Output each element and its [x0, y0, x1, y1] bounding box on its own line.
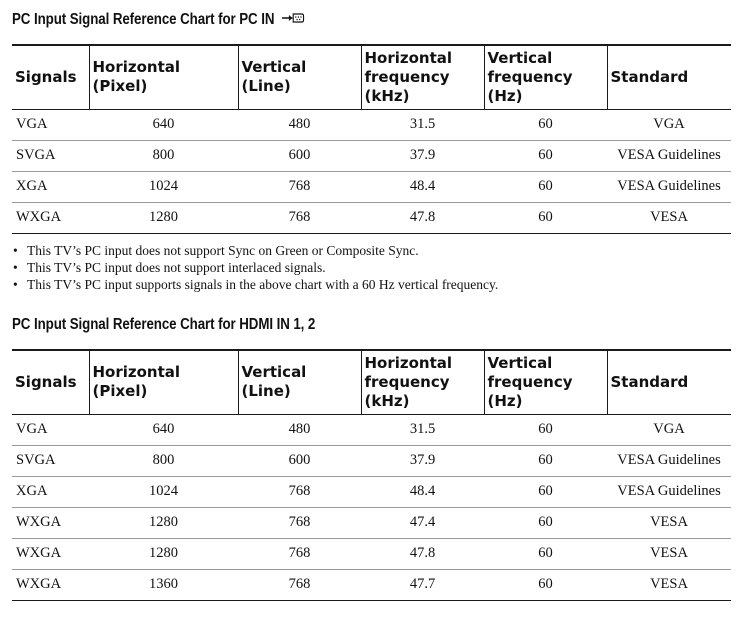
cell-standard: VGA [607, 109, 731, 140]
cell-vertical-frequency: 60 [484, 569, 607, 600]
cell-horizontal-pixel: 1280 [89, 538, 238, 569]
col-header-signals: Signals [15, 372, 77, 391]
cell-signal: WXGA [12, 507, 89, 538]
col-header-standard: Standard [607, 45, 731, 109]
table-row [12, 569, 731, 600]
table-row [12, 109, 731, 140]
col-header-vertical-line: Vertical (Line) [238, 45, 361, 109]
cell-horizontal-pixel: 640 [89, 109, 238, 140]
table-row [12, 140, 731, 171]
cell-signal: XGA [12, 171, 89, 202]
cell-horizontal-frequency: 37.9 [361, 445, 484, 476]
hdmi-signal-table [12, 349, 731, 601]
table-row [12, 414, 731, 445]
cell-signal: WXGA [12, 569, 89, 600]
cell-vertical-line: 768 [238, 202, 361, 233]
pc-signal-table [12, 44, 731, 234]
cell-vertical-frequency: 60 [484, 538, 607, 569]
cell-horizontal-pixel: 1024 [89, 476, 238, 507]
cell-vertical-line: 480 [238, 414, 361, 445]
cell-vertical-line: 768 [238, 171, 361, 202]
col-header-horizontal-frequency: Horizontal frequency (kHz) [361, 350, 484, 414]
cell-standard: VESA Guidelines [607, 476, 731, 507]
table-row [12, 507, 731, 538]
col-header-vertical-frequency: Vertical frequency (Hz) [484, 350, 607, 414]
cell-vertical-line: 768 [238, 476, 361, 507]
cell-horizontal-frequency: 47.8 [361, 202, 484, 233]
cell-horizontal-pixel: 1360 [89, 569, 238, 600]
cell-horizontal-pixel: 800 [89, 445, 238, 476]
cell-horizontal-frequency: 47.7 [361, 569, 484, 600]
cell-signal: SVGA [12, 140, 89, 171]
cell-vertical-frequency: 60 [484, 476, 607, 507]
cell-vertical-frequency: 60 [484, 171, 607, 202]
col-header-signals: Signals [15, 67, 77, 86]
cell-horizontal-frequency: 31.5 [361, 414, 484, 445]
hdmi-chart-title-text: PC Input Signal Reference Chart for HDMI IN 1, 2 [12, 316, 316, 333]
hdmi-chart-title [12, 316, 315, 334]
cell-standard: VESA [607, 507, 731, 538]
cell-horizontal-frequency: 31.5 [361, 109, 484, 140]
cell-horizontal-frequency: 47.4 [361, 507, 484, 538]
cell-vertical-frequency: 60 [484, 414, 607, 445]
pc-chart-title-text: PC Input Signal Reference Chart for PC IN [12, 11, 275, 29]
cell-horizontal-frequency: 47.8 [361, 538, 484, 569]
cell-signal: VGA [12, 109, 89, 140]
cell-horizontal-pixel: 1280 [89, 202, 238, 233]
note-item: • This TV’s PC input does not support interlaced signals. [12, 259, 498, 276]
col-header-horizontal-pixel: Horizontal (Pixel) [89, 45, 238, 109]
cell-horizontal-pixel: 1280 [89, 507, 238, 538]
cell-horizontal-pixel: 1024 [89, 171, 238, 202]
col-header-horizontal-frequency: Horizontal frequency (kHz) [361, 45, 484, 109]
cell-vertical-frequency: 60 [484, 202, 607, 233]
cell-vertical-line: 480 [238, 109, 361, 140]
pc-chart-title [12, 11, 306, 29]
col-header-vertical-line: Vertical (Line) [238, 350, 361, 414]
cell-horizontal-pixel: 640 [89, 414, 238, 445]
table-row [12, 445, 731, 476]
cell-horizontal-pixel: 800 [89, 140, 238, 171]
cell-vertical-line: 768 [238, 538, 361, 569]
cell-horizontal-frequency: 37.9 [361, 140, 484, 171]
note-item: • This TV’s PC input supports signals in the above chart with a 60 Hz vertical frequency. [12, 276, 498, 293]
table-row [12, 476, 731, 507]
note-item: • This TV’s PC input does not support Sync on Green or Composite Sync. [12, 242, 498, 259]
cell-vertical-frequency: 60 [484, 445, 607, 476]
pc-input-notes [12, 242, 498, 293]
cell-vertical-line: 768 [238, 507, 361, 538]
cell-signal: WXGA [12, 202, 89, 233]
cell-standard: VESA Guidelines [607, 171, 731, 202]
cell-vertical-frequency: 60 [484, 109, 607, 140]
col-header-standard: Standard [607, 350, 731, 414]
cell-horizontal-frequency: 48.4 [361, 476, 484, 507]
hdmi-table-header-row [12, 350, 731, 414]
cell-vertical-frequency: 60 [484, 140, 607, 171]
cell-standard: VESA [607, 538, 731, 569]
table-row [12, 538, 731, 569]
cell-signal: XGA [12, 476, 89, 507]
table-row [12, 202, 731, 233]
cell-signal: SVGA [12, 445, 89, 476]
cell-standard: VESA [607, 202, 731, 233]
cell-signal: WXGA [12, 538, 89, 569]
cell-vertical-line: 768 [238, 569, 361, 600]
col-header-vertical-frequency: Vertical frequency (Hz) [484, 45, 607, 109]
cell-standard: VESA Guidelines [607, 140, 731, 171]
cell-signal: VGA [12, 414, 89, 445]
cell-vertical-line: 600 [238, 445, 361, 476]
pc-input-icon [281, 11, 305, 29]
cell-standard: VESA [607, 569, 731, 600]
cell-standard: VGA [607, 414, 731, 445]
col-header-horizontal-pixel: Horizontal (Pixel) [89, 350, 238, 414]
cell-vertical-line: 600 [238, 140, 361, 171]
cell-horizontal-frequency: 48.4 [361, 171, 484, 202]
pc-table-header-row [12, 45, 731, 109]
cell-standard: VESA Guidelines [607, 445, 731, 476]
table-row [12, 171, 731, 202]
cell-vertical-frequency: 60 [484, 507, 607, 538]
